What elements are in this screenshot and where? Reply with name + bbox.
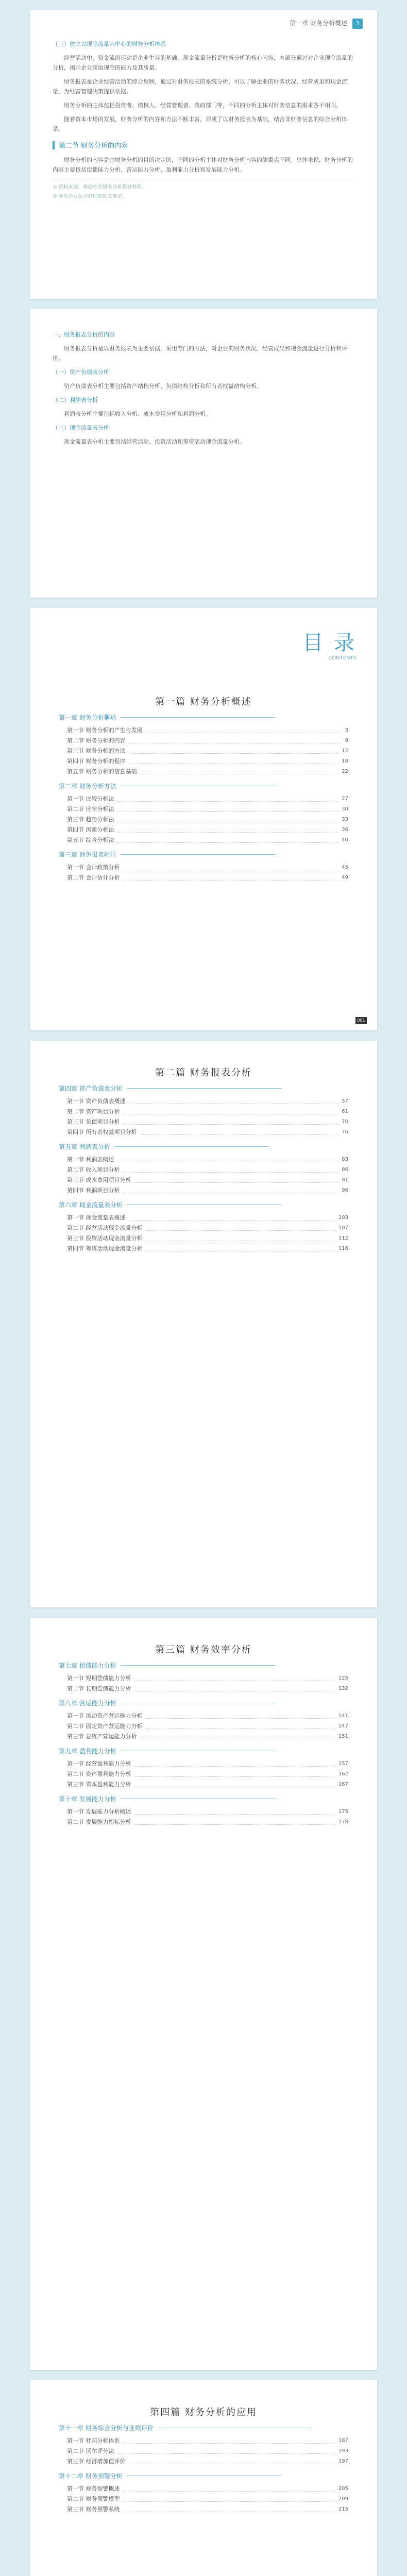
toc-page-2	[30, 1041, 377, 1607]
toc-leader-dots	[123, 1119, 339, 1125]
page-corner: 001	[355, 1017, 367, 1024]
paragraph: 随着资本市场的发展，财务分析的内容和方法不断丰富，形成了以财务报表为基础，结合非财务信息的综合分析体系。	[53, 116, 347, 132]
toc-title: 目 录	[302, 631, 357, 655]
toc-entry[interactable]	[67, 1175, 348, 1185]
toc-entry-page: 205	[338, 2485, 348, 2492]
toc-entry[interactable]	[67, 2504, 348, 2514]
toc-chapter-label: 第五章 利润表分析	[59, 1143, 110, 1150]
paragraph: 资产负债表分析主要包括资产结构分析、负债结构分析和所有者权益结构分析。	[64, 383, 262, 389]
toc-entry-title: 第一节 经营盈利能力分析	[67, 1760, 131, 1767]
toc-chapter-label: 第六章 现金流量表分析	[59, 1201, 123, 1209]
footnote: ① 资料来源：根据相关财务分析教材整理。	[53, 184, 147, 190]
toc-leader-dots	[117, 827, 339, 833]
toc-entry-page: 175	[338, 1808, 348, 1815]
toc-entry[interactable]	[67, 1106, 348, 1116]
toc-entry-page: 8	[345, 737, 348, 743]
toc-entry-title: 第二节 固定资产营运能力分析	[67, 1723, 143, 1730]
toc-entry-title: 第三节 财务分析的方法	[67, 748, 126, 754]
toc-entry-page: 12	[342, 748, 348, 754]
toc-entry[interactable]	[67, 862, 348, 872]
toc-chapter[interactable]	[59, 1200, 377, 1209]
toc-entry-title: 第二节 财务分析的内容	[67, 737, 126, 744]
toc-chapter-label: 第十章 发展能力分析	[59, 1795, 116, 1803]
paragraph: 经营活动中，资金流的运动是企业生存的基础，现金流量分析是财务分析的核心内容，本部分通过对企业现金流量的分析，揭示企业获取现金的能力及其质量。	[53, 55, 353, 71]
toc-entry[interactable]	[67, 824, 348, 835]
toc-entry-page: 107	[338, 1225, 348, 1231]
toc-entry[interactable]	[67, 1164, 348, 1175]
toc-entry-page: 49	[342, 874, 348, 880]
toc-entry-title: 第一节 流动资产营运能力分析	[67, 1713, 143, 1719]
toc-chapter-label: 第二章 财务分析方法	[59, 783, 116, 790]
page-number: 3	[352, 19, 363, 29]
toc-chapter[interactable]	[59, 1794, 377, 1803]
toc-entry-title: 第二节 比率分析法	[67, 806, 114, 812]
toc-entry-page: 45	[342, 864, 348, 870]
toc-entry-page: 91	[342, 1177, 348, 1183]
paragraph-heading: （三）建立以现金流量为中心的财务分析体系	[53, 41, 166, 47]
toc-entry[interactable]	[67, 756, 348, 766]
toc-chapter[interactable]	[59, 782, 377, 790]
toc-entry[interactable]	[67, 1223, 348, 1233]
toc-entry[interactable]	[67, 804, 348, 814]
toc-leader-dots	[129, 2459, 335, 2464]
toc-entry-title: 第三节 负债项目分析	[67, 1118, 120, 1125]
toc-entry-title: 第四节 因素分析法	[67, 826, 114, 833]
toc-entry-title: 第二节 资产盈利能力分析	[67, 1771, 131, 1777]
toc-entry-title: 第二节 经营活动现金流量分析	[67, 1225, 143, 1231]
toc-entry-page: 178	[338, 1819, 348, 1825]
part-title: 第三篇 财务效率分析	[155, 1645, 252, 1655]
part-title: 第二篇 财务报表分析	[155, 1067, 252, 1078]
toc-entry-title: 第一节 利润表概述	[67, 1156, 114, 1163]
toc-entry[interactable]	[67, 1806, 348, 1817]
toc-entry-title: 第四节 筹资活动现金流量分析	[67, 1245, 143, 1252]
section-title	[53, 140, 354, 150]
toc-entry[interactable]	[67, 1127, 348, 1137]
sub-heading: （二）利润表分析	[53, 397, 98, 403]
toc-entry-title: 第三节 总资产营运能力分析	[67, 1733, 137, 1740]
toc-part-4	[30, 2424, 377, 2514]
toc-entry-page: 33	[342, 816, 348, 822]
toc-entry-title: 第一节 会计政策分析	[67, 864, 120, 871]
toc-leader-dots	[117, 806, 339, 812]
toc-leader-dots	[123, 1167, 339, 1173]
toc-entry-title: 第二节 资产项目分析	[67, 1108, 120, 1115]
toc-entry-title: 第二节 收入项目分析	[67, 1166, 120, 1173]
toc-part-1	[30, 713, 377, 883]
toc-entry[interactable]	[67, 2456, 348, 2466]
toc-chapter-label: 第三章 财务报表附注	[59, 851, 116, 858]
toc-entry-title: 第四节 利润项目分析	[67, 1187, 120, 1194]
chapter-underline	[127, 1088, 281, 1089]
toc-leader-dots	[134, 1809, 335, 1815]
toc-leader-dots	[134, 1761, 335, 1767]
toc-entry-title: 第一节 资产负债表概述	[67, 1098, 126, 1105]
toc-entry-page: 187	[338, 2437, 348, 2444]
toc-chapter[interactable]	[59, 1084, 377, 1093]
toc-chapter-label: 第十一章 财务综合分析与业绩评价	[59, 2425, 154, 2432]
toc-part-2	[30, 1084, 377, 1253]
toc-entry[interactable]	[67, 1769, 348, 1779]
footnote: ② 参见企业会计准则的相关规定。	[53, 194, 127, 199]
toc-entry-page: 151	[338, 1733, 348, 1739]
toc-leader-dots	[123, 1188, 339, 1193]
toc-entry[interactable]	[67, 1673, 348, 1683]
header-chapter: 第一章 财务分析概述	[290, 20, 348, 27]
toc-entry-title: 第一节 短期偿债能力分析	[67, 1675, 131, 1682]
toc-entry[interactable]	[67, 835, 348, 845]
toc-entry-page: 132	[338, 1685, 348, 1691]
toc-chapter[interactable]	[59, 1142, 377, 1151]
toc-entry-page: 116	[338, 1245, 348, 1251]
toc-entry[interactable]	[67, 872, 348, 883]
toc-entry-page: 27	[342, 795, 348, 802]
toc-entry-title: 第五节 综合分析法	[67, 837, 114, 843]
toc-entry-page: 147	[338, 1723, 348, 1729]
toc-entry-title: 第一节 财务预警概述	[67, 2485, 120, 2492]
toc-entry-title: 第二节 发展能力指标分析	[67, 1819, 131, 1825]
toc-entry-page: 157	[338, 1760, 348, 1767]
toc-entry[interactable]	[67, 725, 348, 735]
toc-entry-title: 第一节 现金流量表概述	[67, 1214, 126, 1221]
toc-leader-dots	[134, 1675, 335, 1681]
toc-entry-title: 第二节 会计估计分析	[67, 874, 120, 881]
toc-entry-page: 193	[338, 2448, 348, 2454]
toc-entry-page: 3	[345, 727, 348, 733]
toc-leader-dots	[146, 1246, 335, 1251]
toc-chapter[interactable]	[59, 2471, 377, 2480]
toc-chapter-label: 第七章 偿债能力分析	[59, 1662, 116, 1669]
toc-entry-title: 第三节 经济增加值评价	[67, 2458, 126, 2465]
toc-entry[interactable]	[67, 1154, 348, 1164]
toc-leader-dots	[146, 1235, 335, 1241]
toc-leader-dots	[134, 1771, 335, 1777]
toc-leader-dots	[123, 2486, 335, 2492]
paragraph: 财务分析的主体包括投资者、债权人、经营管理者、政府部门等，不同的分析主体对财务信息的需求各不相同。	[64, 102, 342, 109]
toc-entry-page: 125	[338, 1675, 348, 1681]
part-title: 第一篇 财务分析概述	[155, 697, 252, 707]
toc-leader-dots	[117, 817, 339, 822]
toc-entry-title: 第三节 投资活动现金流量分析	[67, 1235, 143, 1242]
sub-heading: 一、财务报表分析的内容	[53, 331, 115, 338]
toc-entry[interactable]	[67, 735, 348, 745]
toc-entry-page: 86	[342, 1166, 348, 1173]
toc-entry[interactable]	[67, 745, 348, 756]
paragraph: 财务分析的内容是由财务分析的目的决定的，不同的分析主体对财务分析内容的侧重点不同。总体来说，财务分析的内容主要包括偿债能力分析、营运能力分析、盈利能力分析和发展能力分析。	[53, 157, 353, 173]
toc-leader-dots	[140, 1129, 339, 1135]
toc-entry-page: 215	[338, 2506, 348, 2512]
toc-page-3	[30, 1618, 377, 2370]
toc-entry-page: 76	[342, 1129, 348, 1135]
toc-chapter[interactable]	[59, 1661, 377, 1670]
toc-chapter[interactable]	[59, 1699, 377, 1707]
toc-leader-dots	[117, 837, 339, 843]
toc-part-3	[30, 1661, 377, 1827]
toc-entry[interactable]	[67, 1779, 348, 1789]
paragraph: 财务报表是企业经营活动的综合反映，通过对财务报表的系统分析，可以了解企业的财务状况、经营成果和现金流量，为经营管理决策提供依据。	[53, 78, 347, 95]
toc-chapter[interactable]	[59, 2424, 377, 2432]
chapter-underline	[121, 854, 275, 855]
toc-entry-title: 第五节 财务分析的信息基础	[67, 768, 137, 775]
toc-subtitle: CONTENTS	[328, 655, 357, 661]
toc-entry-page: 103	[338, 1214, 348, 1221]
toc-entry-page: 162	[338, 1771, 348, 1777]
section-bar	[53, 141, 55, 149]
part-title: 第四篇 财务分析的应用	[150, 2407, 257, 2418]
toc-leader-dots	[123, 2438, 335, 2444]
toc-entry-title: 第一节 财务分析的产生与发展	[67, 727, 143, 734]
toc-entry[interactable]	[67, 2483, 348, 2494]
toc-leader-dots	[140, 1734, 335, 1739]
toc-leader-dots	[117, 796, 339, 802]
toc-entry-page: 96	[342, 1187, 348, 1193]
toc-entry-title: 第一节 比较分析法	[67, 795, 114, 802]
toc-entry-page: 83	[342, 1156, 348, 1162]
toc-entry[interactable]	[67, 1212, 348, 1223]
toc-leader-dots	[134, 1686, 335, 1691]
sub-heading: （三）现金流量表分析	[53, 425, 109, 431]
toc-leader-dots	[123, 2506, 335, 2512]
toc-leader-dots	[146, 1723, 335, 1729]
toc-leader-dots	[123, 865, 339, 870]
toc-entry-title: 第二节 沃尔评分法	[67, 2448, 114, 2454]
toc-entry-page: 30	[342, 806, 348, 812]
toc-chapter-label: 第九章 盈利能力分析	[59, 1748, 116, 1755]
toc-entry[interactable]	[67, 1710, 348, 1721]
paragraph: 现金流量表分析主要包括经营活动、投资活动和筹资活动现金流量分析。	[64, 438, 245, 445]
toc-chapter[interactable]	[59, 1747, 377, 1755]
chapter-underline	[114, 1146, 269, 1147]
toc-leader-dots	[129, 758, 339, 764]
section-title-text: 第二节 财务分析的内容	[59, 142, 128, 150]
toc-leader-dots	[129, 1215, 335, 1221]
content-page-2	[30, 309, 377, 598]
toc-leader-dots	[117, 2448, 335, 2454]
page-header	[290, 19, 363, 29]
toc-entry-title: 第四节 财务分析的程序	[67, 758, 126, 765]
paragraph: 财务报表分析是以财务报表为主要依据，采用专门的方法，对企业的财务状况、经营成果和现金流量进行分析和评价。	[53, 345, 347, 362]
toc-chapter-label: 第八章 营运能力分析	[59, 1700, 116, 1707]
toc-entry-title: 第一节 发展能力分析概述	[67, 1808, 131, 1815]
toc-entry[interactable]	[67, 814, 348, 824]
toc-leader-dots	[129, 748, 339, 754]
toc-leader-dots	[146, 727, 342, 733]
toc-entry[interactable]	[67, 2446, 348, 2456]
toc-entry[interactable]	[67, 2435, 348, 2446]
toc-entry-page: 70	[342, 1118, 348, 1125]
toc-page-4	[30, 2380, 377, 2576]
toc-entry-page: 209	[338, 2496, 348, 2502]
toc-leader-dots	[134, 1782, 335, 1787]
toc-leader-dots	[123, 2496, 335, 2502]
content-page-1	[30, 10, 377, 299]
toc-entry-title: 第三节 资本盈利能力分析	[67, 1781, 131, 1788]
paragraph: 利润表分析主要包括收入分析、成本费用分析和利润分析。	[64, 411, 211, 417]
toc-entry-title: 第一节 杜邦分析体系	[67, 2437, 120, 2444]
toc-leader-dots	[146, 1225, 335, 1231]
toc-leader-dots	[134, 1819, 335, 1825]
toc-page-1	[30, 608, 377, 1030]
toc-entry[interactable]	[67, 2494, 348, 2504]
toc-entry-title: 第三节 财务预警系统	[67, 2506, 120, 2513]
toc-entry[interactable]	[67, 1233, 348, 1243]
sub-heading: （一）资产负债表分析	[53, 369, 109, 376]
toc-entry[interactable]	[67, 1758, 348, 1769]
toc-entry-title: 第二节 财务预警模型	[67, 2496, 120, 2502]
toc-leader-dots	[146, 1713, 335, 1719]
toc-entry-page: 57	[342, 1098, 348, 1104]
toc-leader-dots	[140, 769, 339, 774]
toc-leader-dots	[123, 875, 339, 880]
toc-entry-title: 第二节 长期偿债能力分析	[67, 1685, 131, 1692]
toc-chapter[interactable]	[59, 850, 377, 859]
toc-entry[interactable]	[67, 1817, 348, 1827]
toc-entry-page: 141	[338, 1713, 348, 1719]
toc-entry-title: 第三节 趋势分析法	[67, 816, 114, 823]
toc-entry-page: 18	[342, 758, 348, 764]
toc-entry[interactable]	[67, 1243, 348, 1253]
chapter-underline	[121, 1665, 275, 1666]
toc-leader-dots	[129, 738, 342, 743]
toc-leader-dots	[134, 1177, 339, 1183]
toc-entry[interactable]	[67, 1096, 348, 1106]
toc-entry[interactable]	[67, 1731, 348, 1741]
toc-entry-page: 61	[342, 1108, 348, 1114]
toc-chapter-label: 第一章 财务分析概述	[59, 714, 116, 721]
toc-entry-page: 22	[342, 768, 348, 774]
toc-entry[interactable]	[67, 766, 348, 776]
toc-entry[interactable]	[67, 1721, 348, 1731]
chapter-underline	[121, 717, 275, 718]
toc-leader-dots	[117, 1157, 339, 1162]
toc-entry[interactable]	[67, 1116, 348, 1127]
toc-chapter-label: 第四章 资产负债表分析	[59, 1085, 123, 1092]
toc-entry-page: 36	[342, 826, 348, 833]
toc-chapter-label: 第十二章 财务预警分析	[59, 2472, 123, 2480]
toc-chapter[interactable]	[59, 713, 377, 722]
toc-entry-page: 167	[338, 1781, 348, 1787]
toc-leader-dots	[129, 1098, 339, 1104]
toc-leader-dots	[123, 1109, 339, 1114]
toc-entry[interactable]	[67, 1683, 348, 1693]
toc-entry[interactable]	[67, 793, 348, 804]
toc-entry-title: 第四节 所有者权益项目分析	[67, 1129, 137, 1136]
toc-entry-page: 197	[338, 2458, 348, 2464]
toc-entry-page: 112	[338, 1235, 348, 1241]
toc-entry-title: 第三节 成本费用项目分析	[67, 1177, 131, 1183]
toc-entry[interactable]	[67, 1185, 348, 1195]
toc-entry-page: 40	[342, 837, 348, 843]
